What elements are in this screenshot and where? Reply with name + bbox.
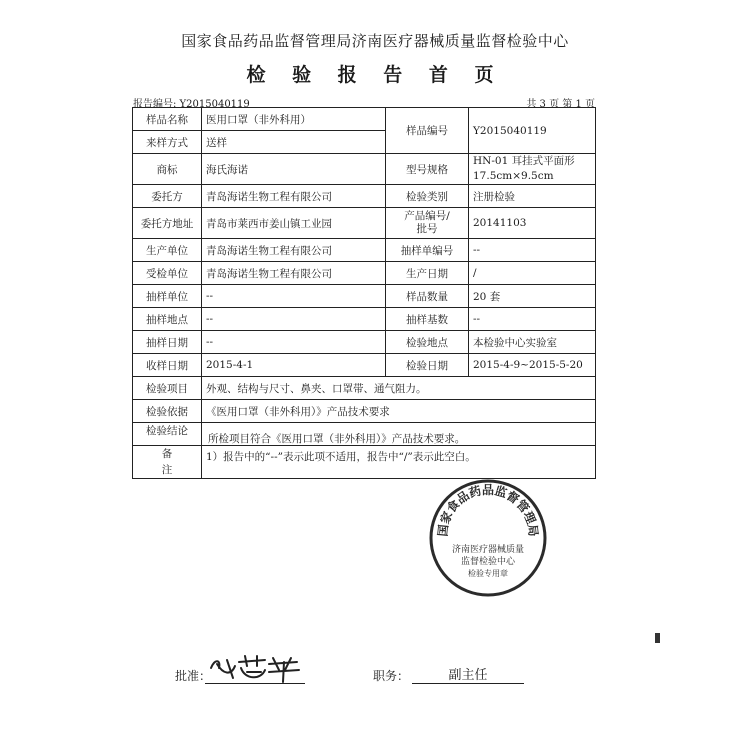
sampling-place-value: --: [202, 308, 386, 331]
sampling-no-label: 抽样单编号: [386, 239, 469, 262]
test-date-label: 检验日期: [386, 354, 469, 377]
report-number: 报告编号: Y2015040119: [133, 99, 250, 110]
sampling-base-label: 抽样基数: [386, 308, 469, 331]
receive-date-value: 2015-4-1: [202, 354, 386, 377]
model-label: 型号规格: [386, 154, 469, 185]
table-row: [133, 239, 596, 262]
sample-no-label: 样品编号: [386, 108, 469, 154]
table-row: [133, 377, 596, 400]
handwritten-signature: [205, 650, 305, 684]
conclusion-label: 检验结论: [133, 423, 202, 446]
model-line-1: HN-01 耳挂式平面形: [473, 155, 575, 167]
model-value: [469, 154, 596, 185]
table-row: [133, 331, 596, 354]
client-address-label: 委托方地址: [133, 208, 202, 239]
table-row: [133, 208, 596, 239]
sampling-no-value: --: [469, 239, 596, 262]
table-row: [133, 308, 596, 331]
conclusion-text: 所检项目符合《医用口罩（非外科用）》产品技术要求。: [208, 433, 466, 445]
producer-value: 青岛海诺生物工程有限公司: [202, 239, 386, 262]
receive-date-label: 收样日期: [133, 354, 202, 377]
conclusion-cell: [202, 423, 596, 446]
table-row: [133, 446, 596, 479]
brand-label: 商标: [133, 154, 202, 185]
table-row: [133, 108, 596, 131]
sample-name-label: 样品名称: [133, 108, 202, 131]
seal-inner-line-2: 监督检验中心: [460, 557, 516, 567]
scan-mark: [655, 633, 660, 643]
production-date-label: 生产日期: [386, 262, 469, 285]
basis-value: 《医用口罩（非外科用）》产品技术要求: [202, 400, 596, 423]
sampling-date-value: --: [202, 331, 386, 354]
seal-ring-text: 国家食品药品监督管理局: [435, 482, 541, 538]
test-place-value: 本检验中心实验室: [469, 331, 596, 354]
test-type-value: 注册检验: [469, 185, 596, 208]
sampling-date-label: 抽样日期: [133, 331, 202, 354]
test-date-value: 2015-4-9~2015-5-20: [469, 354, 596, 377]
quantity-label: 样品数量: [386, 285, 469, 308]
batch-label-line-1: 产品编号/: [404, 210, 450, 222]
delivery-value: 送样: [202, 131, 386, 154]
signature-underline: [205, 683, 305, 684]
seal-inner-line-1: 济南医疗器械质量: [451, 545, 525, 555]
producer-label: 生产单位: [133, 239, 202, 262]
brand-value: 海氏海诺: [202, 154, 386, 185]
production-date-value: /: [469, 262, 596, 285]
client-label: 委托方: [133, 185, 202, 208]
notes-label: [133, 446, 202, 479]
sample-no-value: Y2015040119: [469, 108, 596, 154]
table-row: [133, 400, 596, 423]
batch-label-line-2: 批号: [416, 223, 438, 235]
client-value: 青岛海诺生物工程有限公司: [202, 185, 386, 208]
approve-label: 批准：: [175, 669, 212, 683]
page-title: 检 验 报 告 首 页: [246, 64, 504, 86]
table-row: [133, 154, 596, 185]
batch-value: 20141103: [469, 208, 596, 239]
issuing-organization: 国家食品药品监督管理局济南医疗器械质量监督检验中心: [181, 32, 569, 50]
items-value: 外观、结构与尺寸、鼻夹、口罩带、通气阻力。: [202, 377, 596, 400]
seal-inner-line-3: 检验专用章: [468, 569, 508, 578]
delivery-label: 来样方式: [133, 131, 202, 154]
test-type-label: 检验类别: [386, 185, 469, 208]
table-row: [133, 285, 596, 308]
page-info: 共 3 页 第 1 页: [526, 99, 595, 110]
sampling-place-label: 抽样地点: [133, 308, 202, 331]
quantity-value: 20 套: [469, 285, 596, 308]
sample-name-value: 医用口罩（非外科用）: [202, 108, 386, 131]
basis-label: 检验依据: [133, 400, 202, 423]
table-row: [133, 354, 596, 377]
inspected-unit-label: 受检单位: [133, 262, 202, 285]
report-table: [132, 107, 596, 479]
batch-label: [386, 208, 469, 239]
table-row: [133, 185, 596, 208]
sampling-unit-value: --: [202, 285, 386, 308]
items-label: 检验项目: [133, 377, 202, 400]
official-seal-stamp: [428, 478, 548, 598]
client-address-value: 青岛市莱西市姜山镇工业园: [202, 208, 386, 239]
duty-label: 职务：: [373, 669, 410, 683]
model-line-2: 17.5cm×9.5cm: [473, 170, 554, 182]
notes-label-line-1: 备: [161, 448, 173, 460]
inspected-unit-value: 青岛海诺生物工程有限公司: [202, 262, 386, 285]
notes-value: 1）报告中的“--”表示此项不适用，报告中“/”表示此空白。: [202, 446, 596, 479]
table-row: [133, 423, 596, 446]
test-place-label: 检验地点: [386, 331, 469, 354]
sampling-unit-label: 抽样单位: [133, 285, 202, 308]
sampling-base-value: --: [469, 308, 596, 331]
duty-value: 副主任: [448, 668, 488, 683]
notes-label-line-2: 注: [161, 464, 173, 476]
duty-underline: [412, 683, 524, 684]
table-row: [133, 262, 596, 285]
